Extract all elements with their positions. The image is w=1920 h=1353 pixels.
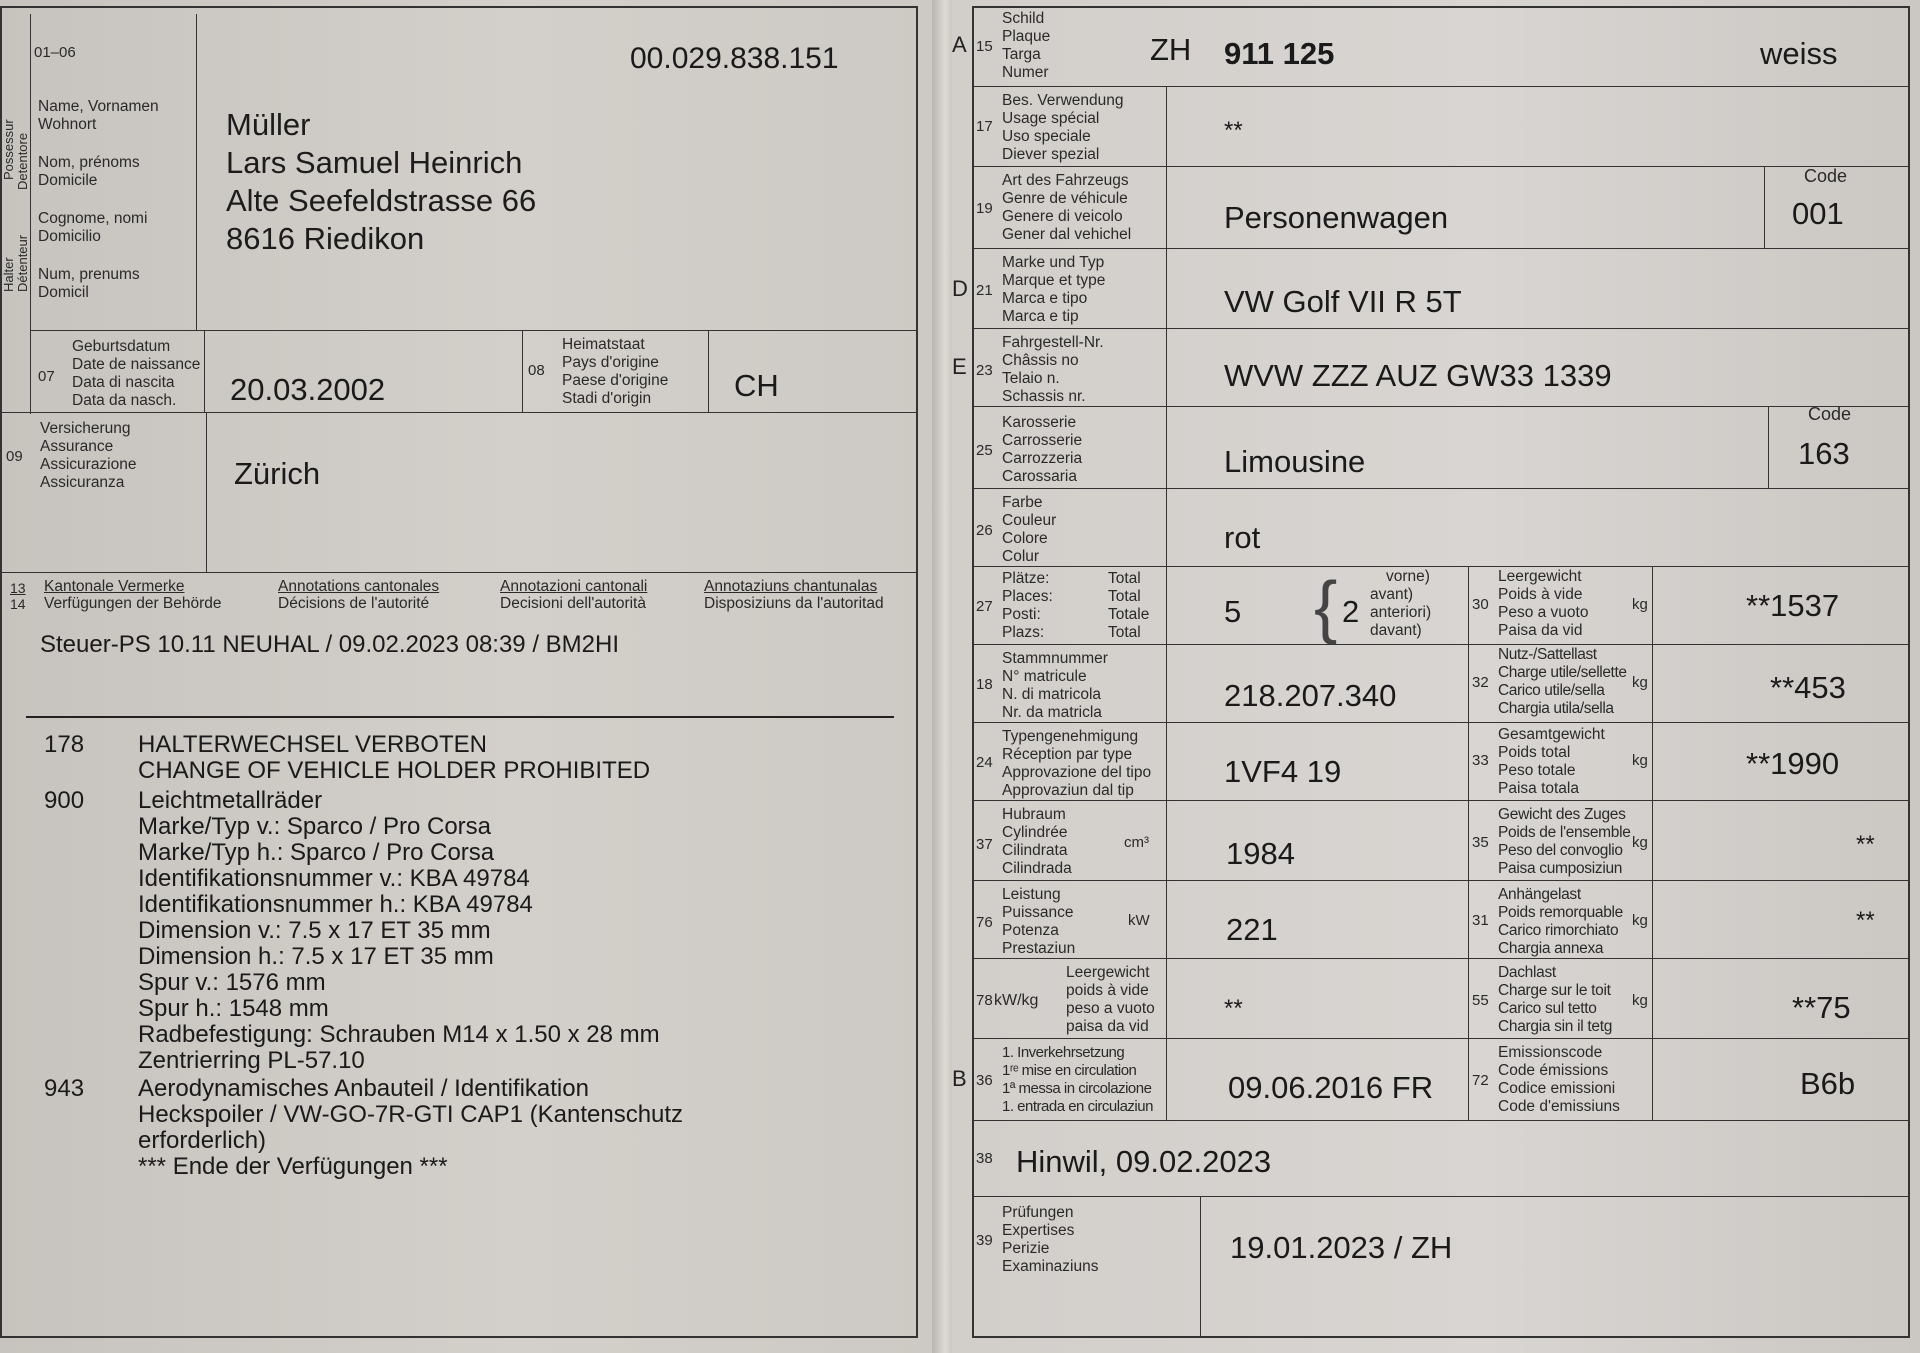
- seats-front-labels: vorne) avant) anteriori) davant): [1370, 568, 1432, 639]
- right-page: [952, 0, 1920, 1353]
- field-18-number: 18: [976, 676, 993, 693]
- field-76-number: 76: [976, 914, 993, 931]
- ref-code: 01–06: [34, 44, 76, 61]
- displacement-unit: cm³: [1124, 834, 1149, 851]
- field-31-number: 31: [1472, 912, 1489, 929]
- birth-date: 20.03.2002: [230, 372, 386, 407]
- chassis-number: WVW ZZZ AUZ GW33 1339: [1224, 358, 1612, 393]
- entry-178-text: HALTERWECHSEL VERBOTEN CHANGE OF VEHICLE HOLDER PROHIBITED: [138, 731, 651, 784]
- vehicle-kind-code-label: Code: [1804, 166, 1848, 186]
- empty-weight-unit: kg: [1632, 596, 1648, 613]
- total-weight-labels: Gesamtgewicht Poids total Peso totale Paisa totala: [1498, 726, 1605, 797]
- special-use-labels: Bes. Verwendung Usage spécial Uso speciale Diever spezial: [1002, 92, 1124, 163]
- power-unit: kW: [1128, 912, 1150, 929]
- body-labels: Karosserie Carrosserie Carrozzeria Carossaria: [1002, 414, 1083, 485]
- field-30-number: 30: [1472, 596, 1489, 613]
- special-use-value: **: [1224, 117, 1243, 144]
- holder-city: 8616 Riedikon: [226, 221, 425, 256]
- body-code: 163: [1798, 436, 1850, 471]
- displacement-value: 1984: [1226, 836, 1295, 871]
- train-weight-labels: Gewicht des Zuges Poids de l'ensemble Peso del convoglio Paisa cumposiziun: [1498, 806, 1631, 877]
- field-24-number: 24: [976, 754, 993, 771]
- power-weight-value: **: [1224, 995, 1243, 1022]
- field-17-number: 17: [976, 118, 993, 135]
- entry-900-code: 900: [44, 787, 85, 814]
- vehicle-kind-labels: Art des Fahrzeugs Genre de véhicule Genere di veicolo Gener dal vehichel: [1002, 172, 1132, 243]
- field-27-number: 27: [976, 598, 993, 615]
- field-78-number: 78: [976, 992, 993, 1009]
- towing-labels: Anhängelast Poids remorquable Carico rimorchiato Chargia annexa: [1498, 886, 1624, 957]
- body-code-label: Code: [1808, 404, 1852, 424]
- insurance-labels: Versicherung Assurance Assicurazione Assicuranza: [40, 420, 137, 491]
- towing-value: **: [1856, 907, 1875, 934]
- empty-weight-value: **1537: [1746, 588, 1840, 623]
- displacement-labels: Hubraum Cylindrée Cilindrata Cilindrada: [1002, 806, 1072, 877]
- field-39-number: 39: [976, 1232, 993, 1249]
- section-letter-d: D: [952, 276, 968, 301]
- total-weight-value: **1990: [1746, 746, 1840, 781]
- notes-header-de: Kantonale Vermerke Verfügungen der Behörde: [44, 578, 222, 612]
- plate-labels: Schild Plaque Targa Numer: [1002, 10, 1051, 81]
- emission-code-labels: Emissionscode Code émissions Codice emissioni Code d'emissiuns: [1498, 1044, 1620, 1115]
- emission-code-value: B6b: [1800, 1066, 1856, 1101]
- power-value: 221: [1226, 912, 1278, 947]
- train-weight-unit: kg: [1632, 834, 1648, 851]
- field-08-number: 08: [528, 362, 545, 379]
- seats-labels: Plätze: Places: Posti: Plazs:: [1002, 570, 1053, 641]
- insurance-value: Zürich: [234, 456, 321, 491]
- field-15-number: 15: [976, 38, 993, 55]
- plate-color: weiss: [1760, 36, 1838, 71]
- plate-number: 911 125: [1224, 36, 1335, 71]
- field-26-number: 26: [976, 522, 993, 539]
- left-page: [0, 0, 940, 1353]
- seats-total-labels: Total Total Totale Total: [1108, 570, 1150, 641]
- issue-place-date: Hinwil, 09.02.2023: [1016, 1144, 1272, 1179]
- plate-canton: ZH: [1150, 32, 1192, 67]
- field-07-number: 07: [38, 368, 55, 385]
- vehicle-kind-code: 001: [1792, 196, 1844, 231]
- field-72-number: 72: [1472, 1072, 1489, 1089]
- type-approval-value: 1VF4 19: [1224, 754, 1342, 789]
- field-36-number: 36: [976, 1072, 993, 1089]
- section-letter-e: E: [952, 354, 967, 379]
- notes-header-rm: Annotaziuns chantunalas Disposiziuns da l'autoritad: [704, 578, 884, 612]
- body-value: Limousine: [1224, 444, 1366, 479]
- field-55-number: 55: [1472, 992, 1489, 1009]
- steuer-line: Steuer-PS 10.11 NEUHAL / 09.02.2023 08:39 / BM2HI: [40, 631, 619, 658]
- field-25-number: 25: [976, 442, 993, 459]
- roof-load-unit: kg: [1632, 992, 1648, 1009]
- payload-unit: kg: [1632, 674, 1648, 691]
- empty-weight-labels: Leergewicht Poids à vide Peso a vuoto Paisa da vid: [1498, 568, 1589, 639]
- field-21-number: 21: [976, 282, 993, 299]
- total-weight-unit: kg: [1632, 752, 1648, 769]
- side-label-detentore: Detentore: [15, 132, 30, 190]
- birthdate-labels: Geburtsdatum Date de naissance Data di nascita Data da nasch.: [72, 338, 201, 409]
- payload-labels: Nutz-/Sattellast Charge utile/sellette Carico utile/sella Chargia utila/sella: [1498, 646, 1627, 717]
- notes-header-it: Annotazioni cantonali Decisioni dell'autorità: [500, 578, 648, 612]
- field-32-number: 32: [1472, 674, 1489, 691]
- field-38-number: 38: [976, 1150, 993, 1167]
- color-value: rot: [1224, 520, 1261, 555]
- origin-country: CH: [734, 368, 779, 403]
- origin-labels: Heimatstaat Pays d'origine Paese d'origine Stadi d'origin: [562, 336, 669, 407]
- field-13-14-numbers: 13 14: [10, 580, 26, 612]
- holder-labels: Name, Vornamen Wohnort Nom, prénoms Domicile Cognome, nomi Domicilio Num, prenums Domicil: [38, 98, 159, 301]
- field-19-number: 19: [976, 200, 993, 217]
- power-labels: Leistung Puissance Potenza Prestaziun: [1002, 886, 1076, 957]
- chassis-labels: Fahrgestell-Nr. Châssis no Telaio n. Schassis nr.: [1002, 334, 1104, 405]
- seats-total-value: 5: [1224, 594, 1242, 629]
- holder-surname: Müller: [226, 107, 311, 142]
- side-label-detenteur: Détenteur: [15, 234, 30, 292]
- document-number: 00.029.838.151: [630, 42, 839, 75]
- train-weight-value: **: [1856, 831, 1875, 858]
- vehicle-kind-value: Personenwagen: [1224, 200, 1449, 235]
- type-approval-labels: Typengenehmigung Réception par type Approvazione del tipo Approvaziun dal tip: [1002, 728, 1152, 799]
- section-letter-a: A: [952, 32, 967, 57]
- field-37-number: 37: [976, 836, 993, 853]
- first-registration-value: 09.06.2016 FR: [1228, 1070, 1434, 1105]
- power-weight-labels: Leergewicht poids à vide peso a vuoto paisa da vid: [1066, 964, 1155, 1035]
- inspection-labels: Prüfungen Expertises Perizie Examinaziuns: [1002, 1204, 1099, 1275]
- side-label-halter: Halter: [1, 257, 16, 292]
- make-type-value: VW Golf VII R 5T: [1224, 284, 1462, 319]
- seats-brace: {: [1314, 567, 1338, 645]
- field-33-number: 33: [1472, 752, 1489, 769]
- towing-unit: kg: [1632, 912, 1648, 929]
- notes-header-fr: Annotations cantonales Décisions de l'autorité: [278, 578, 440, 612]
- roof-load-value: **75: [1792, 990, 1851, 1025]
- first-registration-labels: 1. Inverkehrsetzung 1ʳᵉ mise en circulation 1ª messa in circolazione 1. entrada en circulaziun: [1002, 1044, 1153, 1115]
- field-23-number: 23: [976, 362, 993, 379]
- field-09-number: 09: [6, 448, 23, 465]
- color-labels: Farbe Couleur Colore Colur: [1002, 494, 1057, 565]
- holder-first-names: Lars Samuel Heinrich: [226, 145, 523, 180]
- side-label-possessur: Possessur: [1, 119, 16, 180]
- inspection-value: 19.01.2023 / ZH: [1230, 1230, 1453, 1265]
- holder-street: Alte Seefeldstrasse 66: [226, 183, 537, 218]
- entry-900-text: Leichtmetallräder Marke/Typ v.: Sparco / Pro Corsa Marke/Typ h.: Sparco / Pro Corsa Identifikationsnummer v.: KBA 49784 Identifikationsnummer h.: KBA 49784 Dimension v.: 7.5 x 17 ET 35 mm Dimension h.: 7.5 x 17 ET 35 mm Spur v.: 1576 mm Spur h.: 1548 mm Radbefestigung: Schrauben M14 x 1.50 x 28 mm Zentrierring PL-57.10: [138, 787, 660, 1074]
- make-type-labels: Marke und Typ Marque et type Marca e tipo Marca e tip: [1002, 254, 1106, 325]
- field-35-number: 35: [1472, 834, 1489, 851]
- power-weight-unit: kW/kg: [994, 992, 1039, 1009]
- entry-943-code: 943: [44, 1075, 85, 1102]
- entry-943-text: Aerodynamisches Anbauteil / Identifikation Heckspoiler / VW-GO-7R-GTI CAP1 (Kantenschutz erforderlich) *** Ende der Verfügungen ***: [138, 1075, 684, 1180]
- entry-178-code: 178: [44, 731, 85, 758]
- section-letter-b: B: [952, 1066, 967, 1091]
- payload-value: **453: [1770, 670, 1846, 705]
- seats-front-value: 2: [1342, 594, 1360, 629]
- holder-address: [226, 106, 536, 258]
- roof-load-labels: Dachlast Charge sur le toit Carico sul tetto Chargia sin il tetg: [1498, 964, 1613, 1035]
- base-number-labels: Stammnummer N° matricule N. di matricola Nr. da matricla: [1002, 650, 1108, 721]
- base-number-value: 218.207.340: [1224, 678, 1397, 713]
